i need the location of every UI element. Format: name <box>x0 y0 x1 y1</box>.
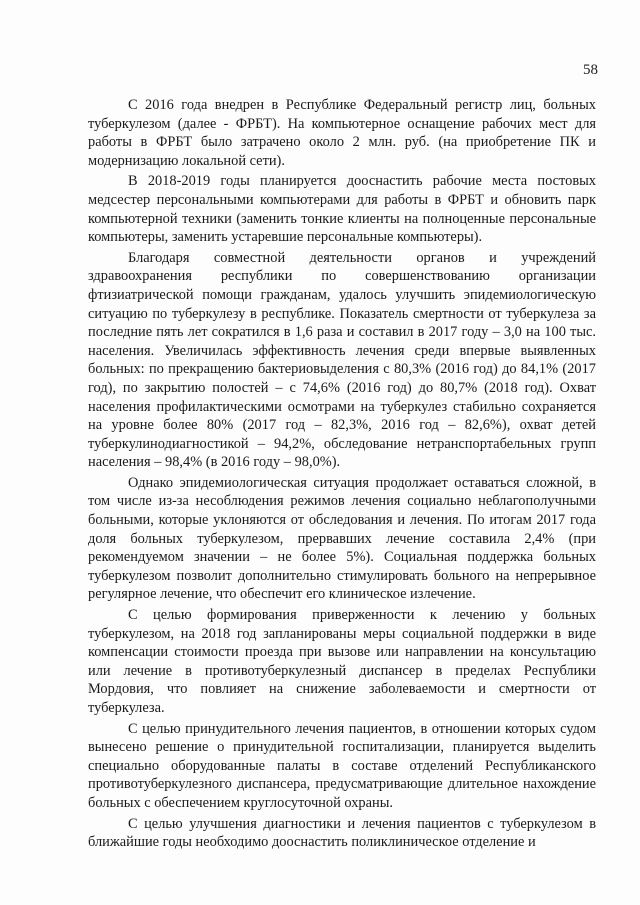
paragraph-diagnostics-improvement: С целью улучшения диагностики и лечения пациентов с туберкулезом в ближайшие годы необходимо дооснастить поликлиническое отделение и <box>88 815 596 851</box>
paragraph-frbt-register: С 2016 года внедрен в Республике Федеральный регистр лиц, больных туберкулезом (далее - ФРБТ). На компьютерное оснащение рабочих мест для работы в ФРБТ было затрачено около 2 млн. руб. (на приобретение ПК и модернизацию локальной сети). <box>88 97 596 169</box>
page-number: 58 <box>583 62 598 78</box>
document-body <box>88 96 596 854</box>
paragraph-workstations-plan: В 2018-2019 годы планируется дооснастить рабочие места постовых медсестер персональными компьютерами для работы в ФРБТ и обновить парк компьютерной техники (заменить тонкие клиенты на полноценные персональные компьютеры, заменить устаревшие персональные компьютеры). <box>88 173 596 246</box>
paragraph-epidemiological-improvement: Благодаря совместной деятельности органов и учреждений здравоохранения республики по совершенствованию организации фтизиатрической помощи гражданам, удалось улучшить эпидемиологическую ситуацию по туберкулезу в республике. Показатель смертности от туберкулеза за последние пять лет сократился в 1,6 раза и составил в 2017 году – 3,0 на 100 тыс. населения. Увеличилась эффективность лечения среди впервые выявленных больных: по прекращению бактериовыделения с 80,3% (2016 год) до 84,1% (2017 год), по закрытию полостей – с 74,6% (2016 год) до 80,7% (2018 год). Охват населения профилактическими осмотрами на туберкулез стабильно сохраняется на уровне более 80% (2017 год – 82,3%, 2016 год – 82,6%), охват детей туберкулинодиагностикой – 94,2%, обследование нетранспортабельных групп населения – 98,4% (в 2016 году – 98,0%). <box>88 249 596 471</box>
paragraph-complex-situation: Однако эпидемиологическая ситуация продолжает оставаться сложной, в том числе из-за несоблюдения режимов лечения социально неблагополучными больными, которые уклоняются от обследования и лечения. По итогам 2017 года доля больных туберкулезом, прервавших лечение составила 2,4% (при рекомендуемом значении – не более 5%). Социальная поддержка больных туберкулезом позволит дополнительно стимулировать больного на непрерывное регулярное лечение, что обеспечит его клиническое излечение. <box>88 474 596 603</box>
paragraph-social-support: С целью формирования приверженности к лечению у больных туберкулезом, на 2018 год запланированы меры социальной поддержки в виде компенсации стоимости проезда при вызове или направлении на консультацию или лечение в противотуберкулезный диспансер в пределах Республики Мордовия, что повлияет на снижение заболеваемости и смертности от туберкулеза. <box>88 607 596 716</box>
paragraph-compulsory-treatment: С целью принудительного лечения пациентов, в отношении которых судом вынесено решение о принудительной госпитализации, планируется выделить специально оборудованные палаты в составе отделений Республиканского противотуберкулезного диспансера, предусматривающие длительное нахождение больных с обеспечением круглосуточной охраны. <box>88 720 596 811</box>
